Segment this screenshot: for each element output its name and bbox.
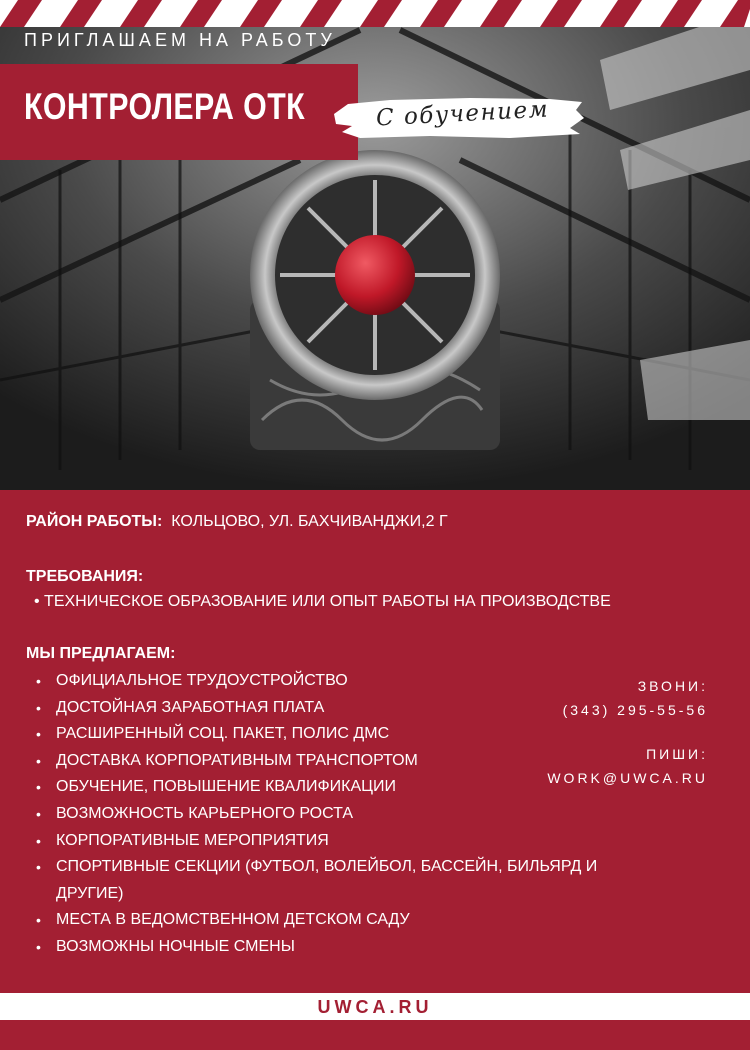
list-item: • ОБУЧЕНИЕ, ПОВЫШЕНИЕ КВАЛИФИКАЦИИ: [36, 774, 666, 801]
email-link[interactable]: WORK@UWCA.RU: [547, 770, 708, 786]
website-link[interactable]: UWCA.RU: [317, 997, 433, 1017]
location-label: РАЙОН РАБОТЫ:: [26, 513, 163, 530]
job-title: КОНТРОЛЕРА ОТК: [24, 86, 306, 127]
offers-heading: МЫ ПРЕДЛАГАЕМ:: [26, 645, 176, 662]
write-label: ПИШИ:: [646, 746, 708, 762]
kicker-text: ПРИГЛАШАЕМ НА РАБОТУ: [24, 30, 336, 50]
list-item: • МЕСТА В ВЕДОМСТВЕННОМ ДЕТСКОМ САДУ: [36, 907, 666, 934]
warning-stripes: [0, 0, 750, 27]
hero-section: [0, 0, 750, 490]
list-item: • ДОСТОЙНАЯ ЗАРАБОТНАЯ ПЛАТА: [36, 695, 666, 722]
requirement-item: • ТЕХНИЧЕСКОЕ ОБРАЗОВАНИЕ ИЛИ ОПЫТ РАБОТЫ НА ПРОИЗВОДСТВЕ: [34, 593, 611, 610]
training-tag: [330, 96, 586, 140]
phone-link[interactable]: (343) 295-55-56: [562, 702, 708, 718]
call-label: ЗВОНИ:: [637, 678, 708, 694]
work-location: [26, 513, 448, 531]
list-item: • ВОЗМОЖНЫ НОЧНЫЕ СМЕНЫ: [36, 934, 666, 961]
list-item: • РАСШИРЕННЫЙ СОЦ. ПАКЕТ, ПОЛИС ДМС: [36, 721, 666, 748]
training-tag-text: С обучением: [375, 96, 550, 132]
list-item: • КОРПОРАТИВНЫЕ МЕРОПРИЯТИЯ: [36, 828, 666, 855]
requirements-heading: ТРЕБОВАНИЯ:: [26, 568, 144, 585]
list-item: • ДОСТАВКА КОРПОРАТИВНЫМ ТРАНСПОРТОМ: [36, 748, 666, 775]
title-banner: [0, 64, 358, 160]
list-item: • ОФИЦИАЛЬНОЕ ТРУДОУСТРОЙСТВО: [36, 668, 666, 695]
list-item: • ВОЗМОЖНОСТЬ КАРЬЕРНОГО РОСТА: [36, 801, 666, 828]
footer-bar: [0, 993, 750, 1020]
location-value: КОЛЬЦОВО, УЛ. БАХЧИВАНДЖИ,2 Г: [171, 513, 448, 530]
list-item: • СПОРТИВНЫЕ СЕКЦИИ (ФУТБОЛ, ВОЛЕЙБОЛ, БАССЕЙН, БИЛЬЯРД И ДРУГИЕ): [36, 854, 666, 907]
